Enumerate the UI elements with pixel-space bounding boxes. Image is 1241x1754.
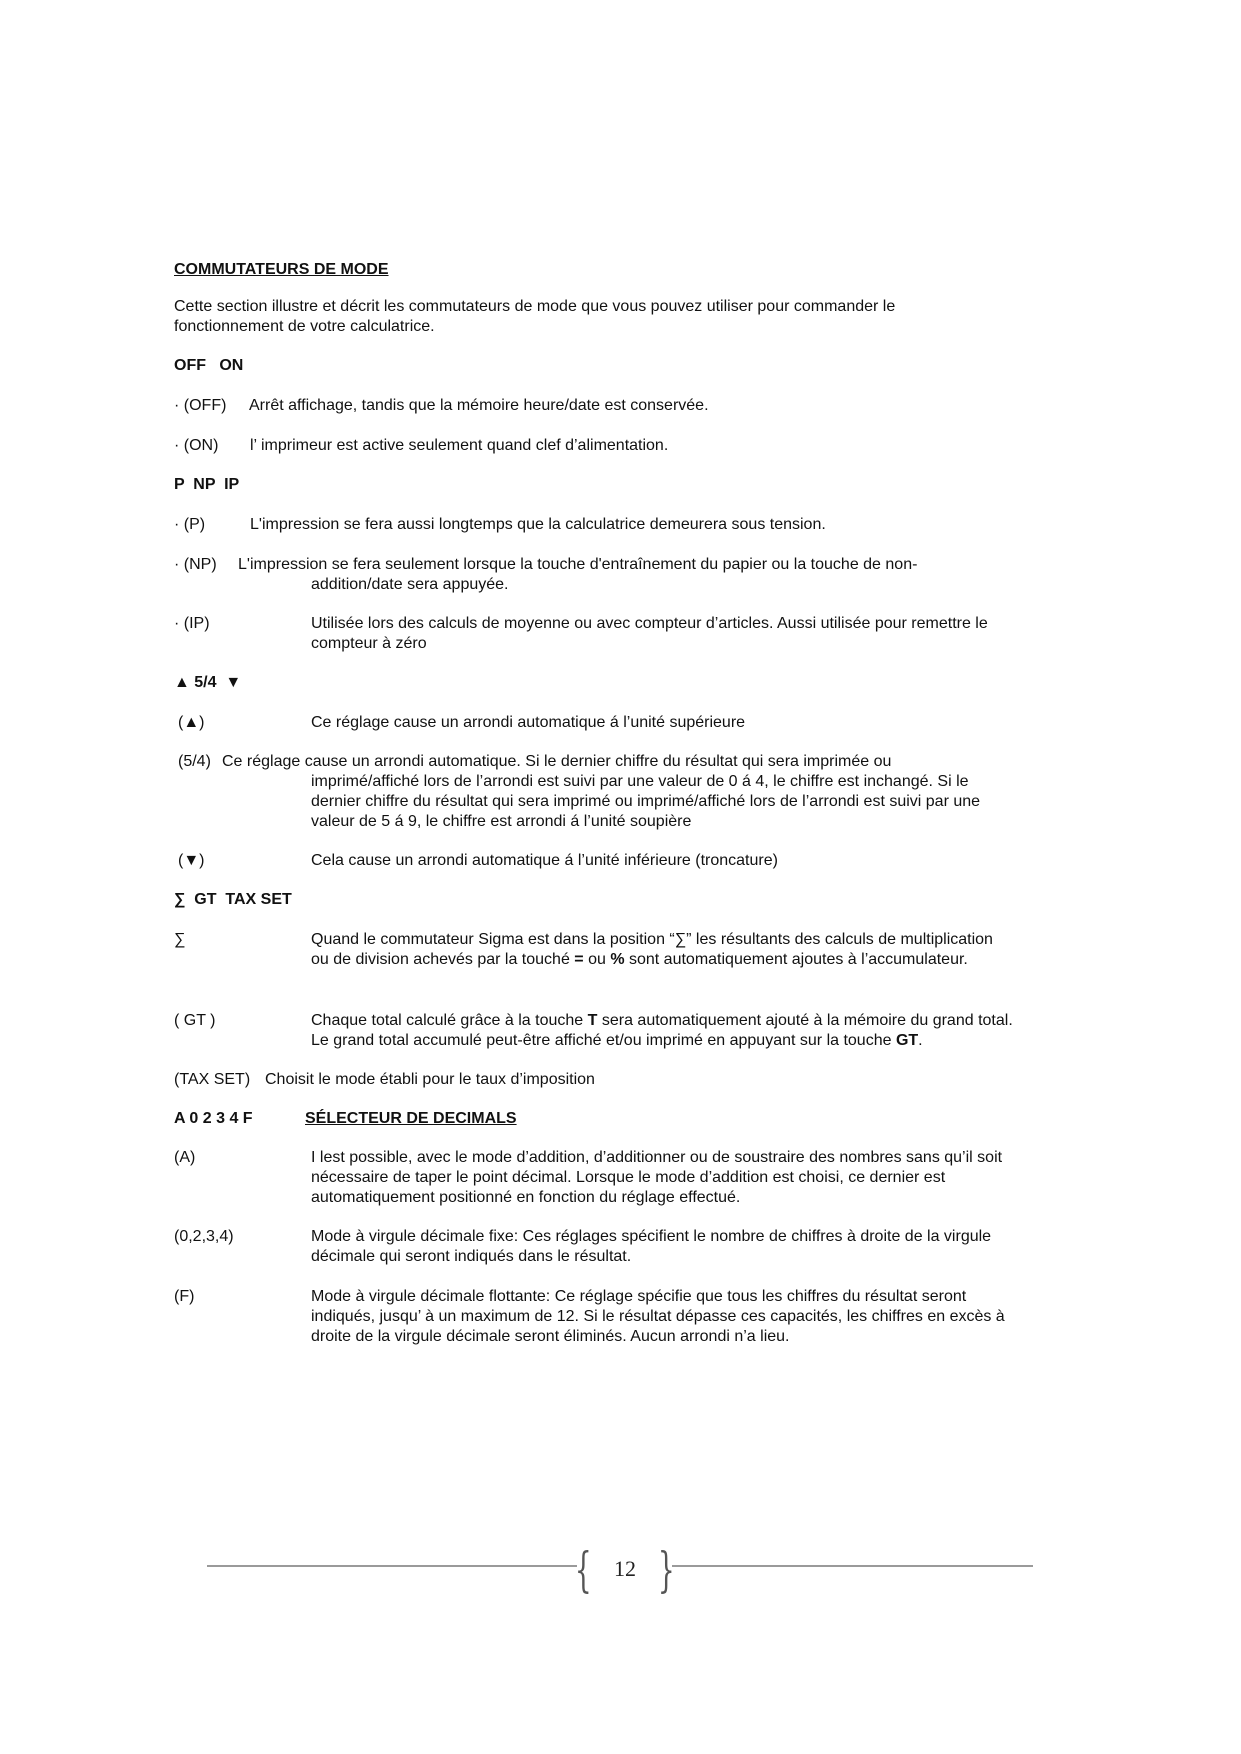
decimal-subheading: SÉLECTEUR DE DECIMALS: [305, 1110, 517, 1127]
round-down-description: Cela cause un arrondi automatique á l’unité inférieure (troncature): [311, 852, 778, 869]
gt-line-1-part-1: Chaque total calculé grâce à la touche: [311, 1012, 588, 1029]
gt-line-2-part-2: .: [918, 1032, 923, 1049]
t-key: T: [587, 1012, 598, 1029]
sigma-term: ∑: [174, 931, 186, 948]
sigma-line-2-part-3: sont automatiquement ajoutes à l’accumulateur.: [624, 951, 968, 968]
off-term: · (OFF): [174, 397, 227, 414]
a-description-line-2: nécessaire de taper le point décimal. Lorsque le mode d’addition est choisi, ce dernier est: [311, 1169, 946, 1186]
off-description: Arrêt affichage, tandis que la mémoire heure/date est conservée.: [249, 397, 709, 414]
round-54-term: (5/4): [178, 753, 211, 770]
round-down-term: (▼): [178, 852, 205, 869]
decimal-heading: A 0 2 3 4 F: [174, 1110, 253, 1127]
gt-key: GT: [895, 1032, 919, 1049]
section-title: COMMUTATEURS DE MODE: [174, 261, 389, 278]
percent-key: %: [610, 951, 625, 968]
on-description: l’ imprimeur est active seulement quand clef d’alimentation.: [250, 437, 669, 454]
footer-rule-left: [207, 1565, 577, 1567]
intro-line-1: Cette section illustre et décrit les commutateurs de mode que vous pouvez utiliser pour commander le: [174, 298, 896, 315]
f-term: (F): [174, 1288, 195, 1305]
f-description-line-1: Mode à virgule décimale flottante: Ce réglage spécifie que tous les chiffres du résultat seront: [311, 1288, 967, 1305]
equals-key: =: [574, 951, 584, 968]
sigma-line-2-part-1: ou de division achevés par la touché: [311, 951, 575, 968]
round-up-description: Ce réglage cause un arrondi automatique á l’unité supérieure: [311, 714, 746, 731]
gt-line-1-part-2: sera automatiquement ajouté à la mémoire du grand total.: [597, 1012, 1013, 1029]
tax-set-term: (TAX SET): [174, 1071, 251, 1088]
sigma-description-line-1: Quand le commutateur Sigma est dans la position “∑” les résultants des calculs de multiplication: [311, 931, 993, 948]
fixed-description-line-1: Mode à virgule décimale fixe: Ces réglages spécifient le nombre de chiffres à droite de la virgule: [311, 1228, 992, 1245]
f-description-line-3: droite de la virgule décimale seront éliminés. Aucun arrondi n’a lieu.: [311, 1328, 790, 1345]
p-description: L'impression se fera aussi longtemps que la calculatrice demeurera sous tension.: [250, 516, 826, 533]
a-description-line-3: automatiquement positionné en fonction du réglage effectué.: [311, 1189, 741, 1206]
gt-description-line-2: [311, 1031, 1071, 1051]
footer-left-bracket-icon: {: [574, 1542, 592, 1598]
round-up-term: (▲): [178, 714, 205, 731]
p-term: · (P): [174, 516, 206, 533]
ip-term: · (IP): [174, 615, 210, 632]
ip-description-line-2: compteur à zéro: [311, 635, 427, 652]
a-term: (A): [174, 1149, 196, 1166]
sigma-line-2-part-2: ou: [583, 951, 611, 968]
intro-line-2: fonctionnement de votre calculatrice.: [174, 318, 435, 335]
np-term: · (NP): [174, 556, 217, 573]
gt-term: ( GT ): [174, 1012, 216, 1029]
footer-right-bracket-icon: }: [657, 1542, 675, 1598]
sigma-description-line-2: [311, 950, 1071, 970]
np-description-line-2: addition/date sera appuyée.: [311, 576, 509, 593]
round-54-line-4: valeur de 5 á 9, le chiffre est arrondi á l’unité soupière: [311, 813, 692, 830]
sigma-gt-tax-heading: ∑ GT TAX SET: [174, 891, 292, 908]
ip-description-line-1: Utilisée lors des calculs de moyenne ou avec compteur d’articles. Aussi utilisée pour remettre le: [311, 615, 988, 632]
fixed-term: (0,2,3,4): [174, 1228, 234, 1245]
round-54-line-3: dernier chiffre du résultat qui sera imprimé ou imprimé/affiché lors de l’arrondi est suivi par une: [311, 793, 981, 810]
f-description-line-2: indiqués, jusqu’ à un maximum de 12. Si le résultat dépasse ces capacités, les chiffres en excès à: [311, 1308, 1005, 1325]
a-description-line-1: I lest possible, avec le mode d’addition, d’additionner ou de soustraire des nombres sans qu’il soit: [311, 1149, 1003, 1166]
tax-set-description: Choisit le mode établi pour le taux d’imposition: [265, 1071, 595, 1088]
p-np-ip-heading: P NP IP: [174, 476, 240, 493]
page-number: 12: [614, 1556, 636, 1581]
round-54-line-1: Ce réglage cause un arrondi automatique. Si le dernier chiffre du résultat qui sera imprimée ou: [222, 753, 892, 770]
on-term: · (ON): [174, 437, 219, 454]
gt-line-2-part-1: Le grand total accumulé peut-être affiché et/ou imprimé en appuyant sur la touche: [311, 1032, 896, 1049]
rounding-heading: ▲ 5/4 ▼: [174, 674, 242, 691]
round-54-line-2: imprimé/affiché lors de l’arrondi est suivi par une valeur de 0 á 4, le chiffre est inchangé. Si le: [311, 773, 969, 790]
footer-rule-right: [672, 1565, 1033, 1567]
gt-description-line-1: [311, 1011, 1071, 1031]
fixed-description-line-2: décimale qui seront indiqués dans le résultat.: [311, 1248, 632, 1265]
np-description-line-1: L'impression se fera seulement lorsque la touche d'entraînement du papier ou la touche de non-: [238, 556, 918, 573]
off-on-heading: OFF ON: [174, 357, 244, 374]
